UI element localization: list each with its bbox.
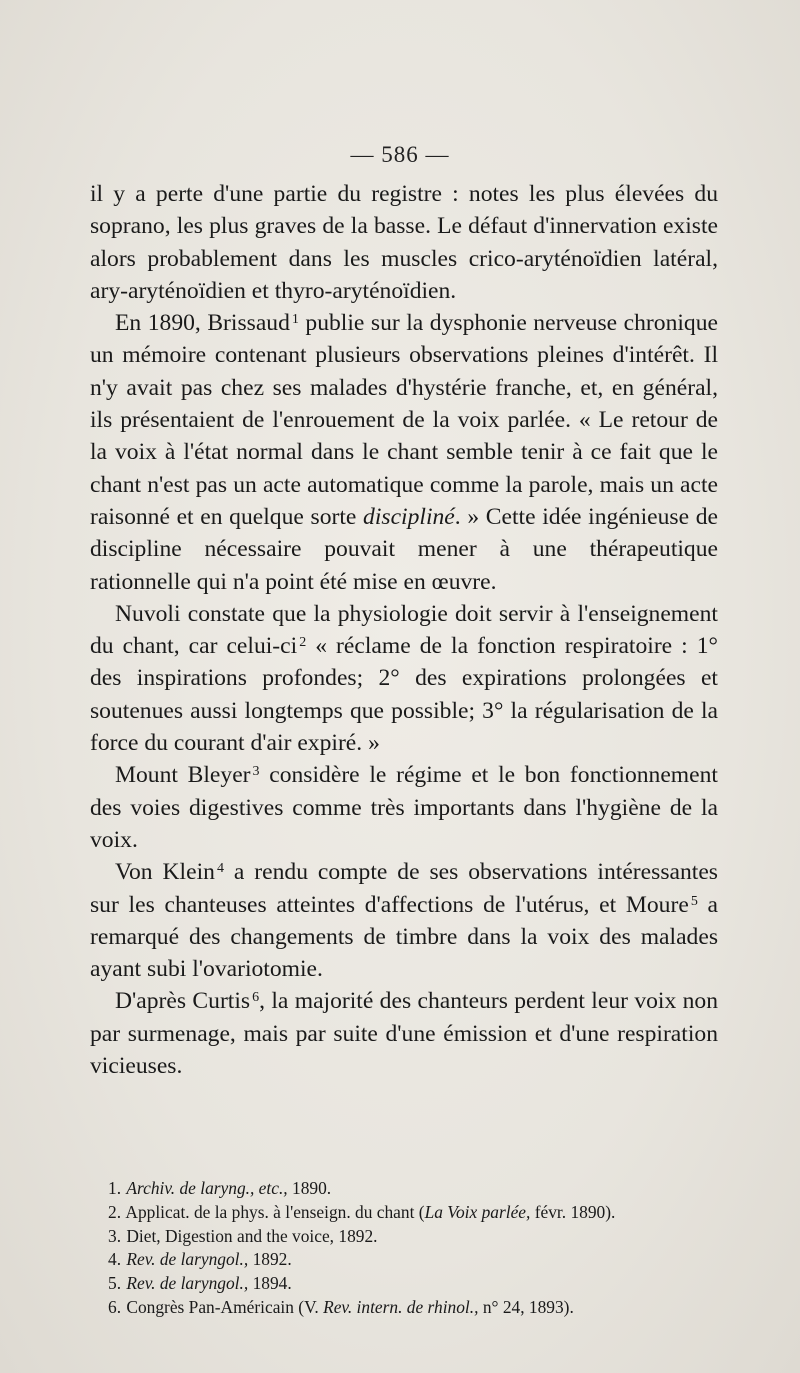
footnote-text: Rev. intern. de rhinol., [323,1296,479,1317]
footnote-reference: 1 [291,312,299,328]
paragraph-text: , la majorité des chanteurs perdent leur voix non par surmenage, mais par suite d'une émission et d'une respiration vicieuses. [90,988,719,1080]
footnote-reference: 5 [690,893,698,909]
paragraph-text: Mount Bleyer [115,762,251,789]
footnote-text: La Voix parlée, [424,1201,531,1222]
paragraph-text: En 1890, Brissaud [115,310,290,337]
paragraph-2 [90,307,718,598]
footnote [108,1225,728,1249]
paragraph-text: a rendu compte de ses observations intéressantes sur les chanteuses atteintes d'affections de l'utérus, et Moure [90,859,718,918]
footnote [108,1296,728,1320]
paragraph-text: il y a perte d'une partie du registre : notes les plus élevées du soprano, les plus graves de la basse. Le défaut d'innervation existe alors probablement dans les muscles crico-aryténoïdien latéral, ary-aryténoïdien et thyro-aryténoïdien. [90,181,718,304]
footnote-reference: 3 [252,764,260,780]
paragraph-6 [90,985,718,1082]
footnotes [108,1177,728,1320]
paragraph-text: considère le régime et le bon fonctionnement des voies digestives comme très importants dans l'hygiène de la voix. [90,762,718,853]
paragraph-text: D'après Curtis [115,988,251,1015]
footnote-number: 6. [108,1296,122,1317]
footnote [108,1201,728,1225]
footnote [108,1248,728,1272]
footnote-reference: 2 [299,635,307,651]
footnote-text: 1890. [287,1178,332,1198]
page-number: — 586 — [350,142,450,167]
footnote-number: 5. [108,1273,122,1294]
paragraph-text: Von Klein [115,859,215,886]
paragraph-5 [90,856,718,985]
footnote [108,1272,728,1296]
footnote-text: 1892. [248,1249,292,1270]
footnote-text: févr. 1890). [530,1201,616,1222]
footnote-text: Applicat. de la phys. à l'enseign. du chant ( [125,1201,425,1222]
footnote-number: 3. [108,1225,122,1246]
paragraph-text: Nuvoli constate que la physiologie doit servir à l'enseignement du chant, car celui-ci [90,600,718,660]
body-text [90,178,718,1082]
footnote-number: 4. [108,1249,122,1270]
italic-word: discipliné [363,503,455,530]
footnote-text: 1894. [248,1273,292,1294]
footnote-reference: 4 [216,861,224,877]
footnote-text: Congrès Pan-Américain (V. [126,1296,324,1317]
paragraph-text: a remarqué des changements de timbre dans la voix des malades ayant subi l'ovariotomie. [90,891,719,983]
footnote-number: 1. [108,1178,122,1198]
footnote [108,1177,728,1201]
footnote-text: Rev. de laryngol., [126,1249,249,1270]
paragraph-text: « réclame de la fonction respiratoire : 1° des inspirations profondes; 2° des expirations prolongées et soutenues aussi longtemps que possible; 3° la régularisation de la force du courant d'air expiré. » [90,633,718,757]
footnote-text: Archiv. de laryng., etc., [126,1178,288,1198]
footnote-text: n° 24, 1893). [478,1296,574,1317]
paragraph-text: publie sur la dysphonie nerveuse chronique un mémoire contenant plusieurs observations pleines d'intérêt. Il n'y avait pas chez ses malades d'hystérie franche, et, en général, ils présentaient de l'enrouement de la voix parlée. « Le retour de la voix à l'état normal dans le chant semble tenir à ce fait que le chant n'est pas un acte automatique comme la parole, mais un acte raisonné et en quelque sorte [90,310,718,530]
paragraph-1 [90,178,718,307]
footnote-number: 2. [108,1201,122,1222]
paragraph-text: . » Cette idée ingénieuse de discipline nécessaire pouvait mener à une thérapeutique rationnelle qui n'a point été mise en œuvre. [90,503,718,595]
paragraph-4 [90,759,718,856]
paragraph-3 [90,598,718,759]
footnote-text: Diet, Digestion and the voice, 1892. [126,1225,378,1246]
footnote-text: Rev. de laryngol., [126,1273,249,1294]
footnote-reference: 6 [252,990,260,1006]
